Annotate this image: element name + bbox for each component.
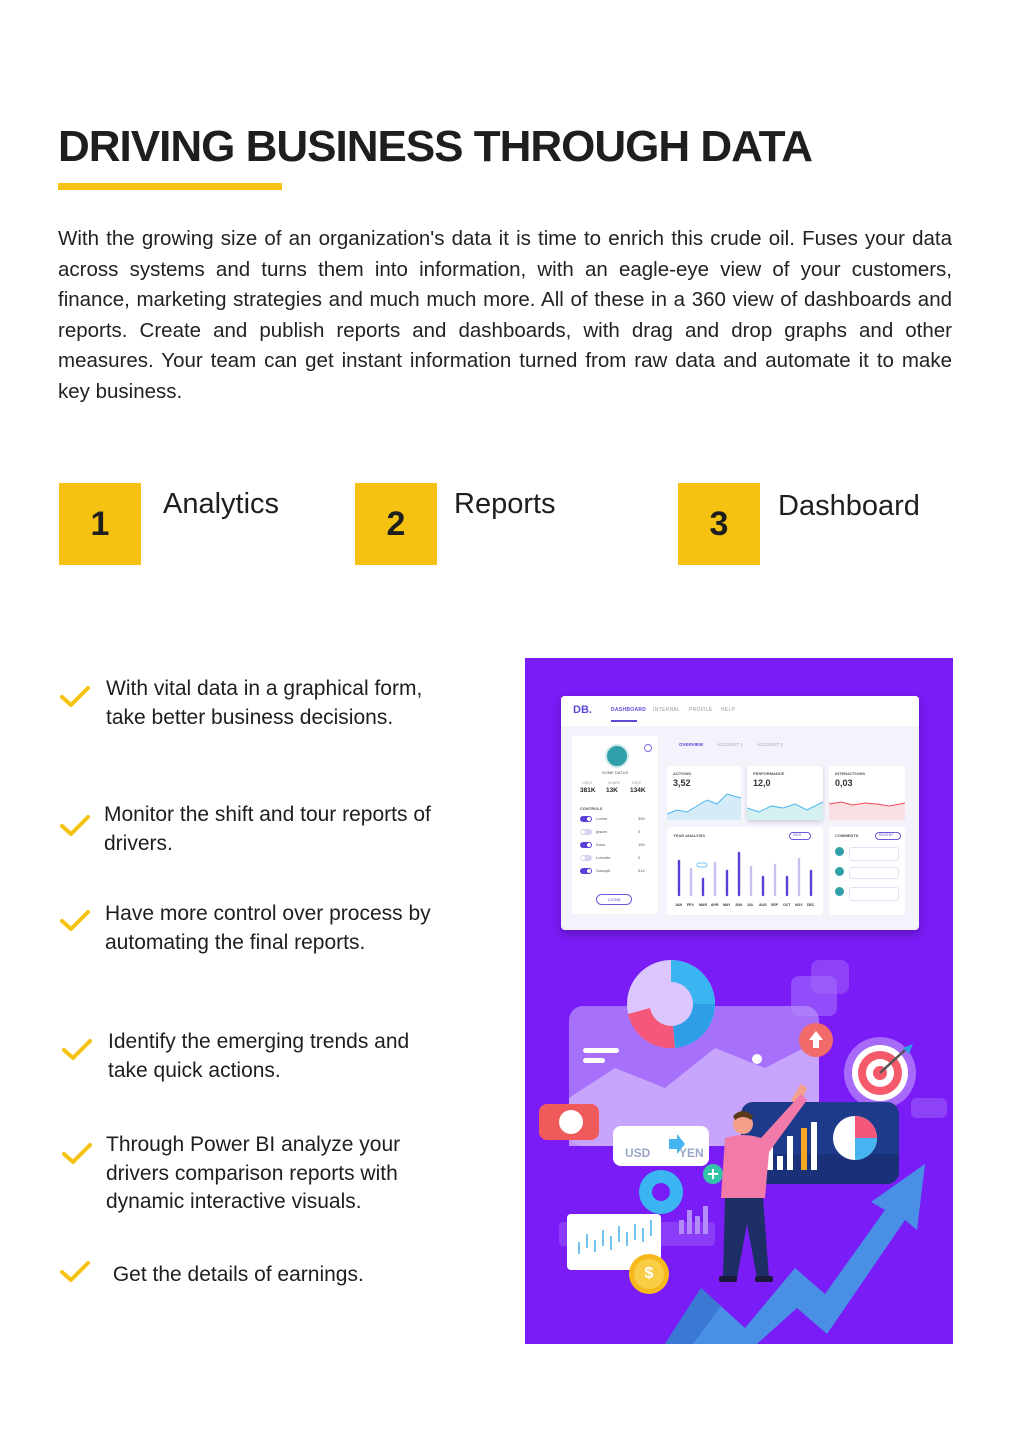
sparkline	[829, 786, 905, 820]
stat-label: LIKES	[582, 781, 592, 785]
comment-item	[849, 887, 899, 901]
sparkline	[667, 786, 741, 820]
dashboard-tab: INTERNAL	[653, 707, 681, 713]
check-icon	[59, 813, 91, 839]
comments-filter	[875, 832, 901, 840]
dashboard-mockup	[561, 696, 919, 930]
avatar	[835, 867, 844, 876]
toggle-knob	[587, 843, 591, 847]
profile-panel	[572, 736, 658, 914]
subtab: ACCOUNT 2	[757, 742, 783, 747]
dashboard-logo: DB.	[573, 704, 592, 716]
control-value: 0	[638, 855, 641, 860]
control-value: 412	[638, 868, 645, 873]
title-underline	[58, 183, 282, 190]
feature-number-3: 3	[678, 483, 760, 565]
month-label: FEV	[687, 903, 694, 907]
subtab: ACCOUNT 1	[717, 742, 743, 747]
dollar-badge	[563, 1112, 623, 1148]
intro-paragraph: With the growing size of an organization's data it is time to enrich this crude oil. Fuses your data across systems and turns them into information, with an eagle-eye view of your customers, finance, marketing strategies and much much more. All of these in a 360 view of dashboards and reports. Create and publish reports and dashboards, with drag and drop graphs and other measures. Your team can get instant information turned from raw data and automate it to make key business.	[58, 227, 952, 403]
metric-card	[667, 766, 741, 820]
year-select	[789, 832, 811, 840]
coin-dollar: $	[644, 1265, 654, 1282]
metric-card	[829, 766, 905, 820]
check-icon	[59, 908, 91, 934]
avatar	[835, 887, 844, 896]
feature-number-2: 2	[355, 483, 437, 565]
control-label: Suscipit	[596, 868, 611, 873]
feature-label-reports: Reports	[454, 488, 556, 520]
bullet-item: Get the details of earnings.	[107, 1263, 364, 1286]
month-label: JUL	[747, 903, 754, 907]
year-bar-chart	[667, 841, 823, 901]
toggle-knob	[581, 830, 585, 834]
tab-indicator	[611, 720, 637, 722]
bullet-item: Identify the emerging trends and take quick actions.	[108, 1030, 410, 1082]
comments-filter-label: RECENT	[879, 833, 894, 837]
month-label: DEC	[807, 903, 815, 907]
month-label: MAY	[723, 903, 731, 907]
comments-panel	[829, 827, 905, 915]
toggle-switch	[580, 842, 592, 848]
control-label: Dolor	[596, 842, 606, 847]
feature-number-1: 1	[59, 483, 141, 565]
bullet-item: Have more control over process by automating the final reports.	[105, 902, 431, 954]
month-label: OCT	[783, 903, 791, 907]
stat-value: 13K	[606, 787, 618, 794]
feature-label-analytics: Analytics	[163, 488, 280, 520]
month-label: SEP	[771, 903, 779, 907]
toggle-switch	[580, 816, 592, 822]
control-value: 300	[638, 816, 645, 821]
stat-value: 381K	[580, 787, 596, 794]
metric-value: 12,0	[753, 778, 771, 788]
profile-name: SOME DATUS	[602, 770, 629, 775]
comments-title: COMMENTS	[835, 833, 859, 838]
avatar	[605, 744, 629, 768]
analytics-illustration	[525, 658, 953, 1344]
login-label: LOGIN	[608, 897, 621, 902]
month-label: MAR	[699, 903, 707, 907]
metric-title: INTERACTIONS	[835, 771, 865, 776]
check-icon	[59, 1259, 91, 1285]
controls-title: CONTROLS	[580, 806, 603, 811]
toggle-switch	[580, 868, 592, 874]
toggle-knob	[587, 817, 591, 821]
toggle-knob	[581, 856, 585, 860]
dashboard-tab: HELP	[721, 707, 736, 713]
subtab: OVERVIEW	[679, 742, 704, 747]
bullet-item: Monitor the shift and tour reports of drivers.	[104, 803, 431, 855]
stat-label: DATE	[632, 781, 642, 785]
year-value: 2019	[793, 833, 801, 837]
month-label: APR	[711, 903, 719, 907]
metric-title: PERFORMANCE	[753, 771, 785, 776]
control-label: Lorem	[596, 816, 608, 821]
month-label: NOV	[795, 903, 803, 907]
year-analysis-panel	[667, 827, 823, 915]
control-value: 0	[638, 829, 641, 834]
check-icon	[61, 1037, 93, 1063]
year-analysis-title: YEAR ANALYSIS	[673, 833, 705, 838]
comment-item	[849, 847, 899, 861]
control-value: 150	[638, 842, 645, 847]
dashboard-tab: PROFILE	[689, 707, 713, 713]
control-label: Lobortis	[596, 855, 611, 860]
currency-to: YEN	[679, 1146, 704, 1160]
feature-label-dashboard: Dashboard	[778, 490, 920, 522]
dashboard-tab: DASHBOARD	[611, 707, 647, 713]
sparkline	[747, 786, 823, 820]
toggle-knob	[587, 869, 591, 873]
metric-card	[747, 766, 823, 820]
dollar-symbol: $	[587, 1121, 597, 1139]
month-label: AUG	[759, 903, 767, 907]
metric-title: ACTIONS	[673, 771, 691, 776]
month-label: JUN	[735, 903, 743, 907]
check-icon	[59, 684, 91, 710]
stat-label: SHARE	[608, 781, 621, 785]
month-label: JAN	[675, 903, 683, 907]
login-button	[596, 894, 632, 905]
comment-item	[849, 867, 899, 879]
metric-value: 3,52	[673, 778, 691, 788]
page-title: DRIVING BUSINESS THROUGH DATA	[58, 122, 813, 171]
metric-value: 0,03	[835, 778, 853, 788]
toggle-switch	[580, 855, 592, 861]
avatar	[835, 847, 844, 856]
bullet-item: Through Power BI analyze your drivers comparison reports with dynamic interactive visuals.	[106, 1133, 401, 1213]
bullet-item: With vital data in a graphical form, take better business decisions.	[106, 677, 423, 729]
toggle-switch	[580, 829, 592, 835]
check-icon	[61, 1141, 93, 1167]
control-label: Ipsum	[596, 829, 607, 834]
stat-value: 134K	[630, 787, 646, 794]
currency-from: USD	[625, 1146, 651, 1160]
gear-icon	[644, 744, 652, 752]
